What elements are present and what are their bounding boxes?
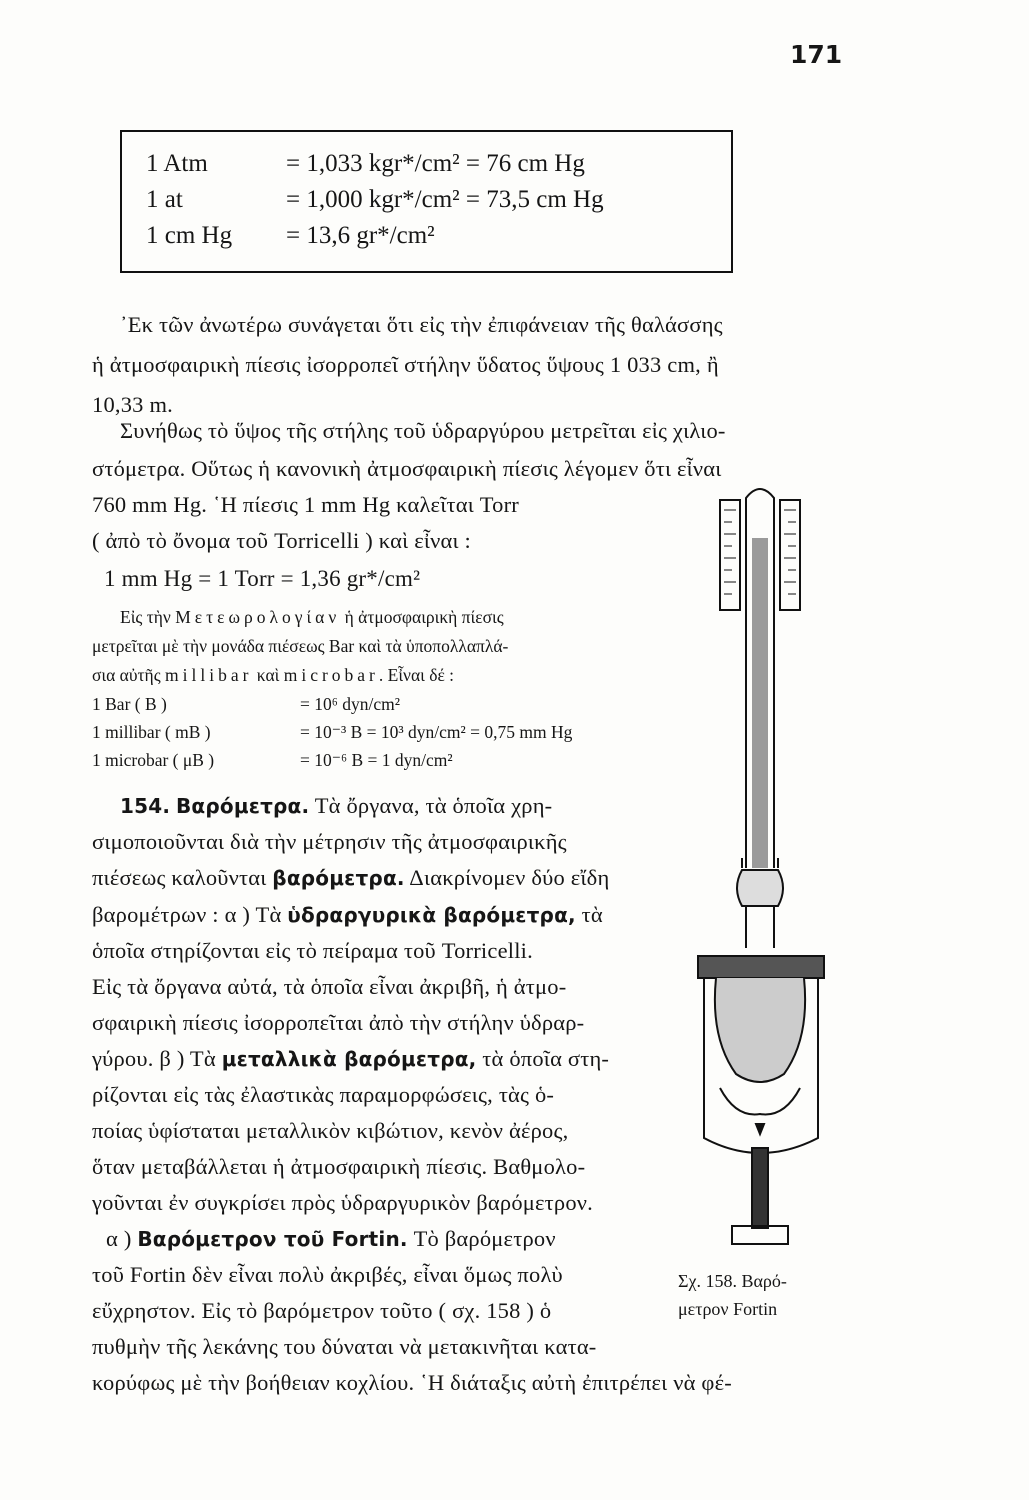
text-line: σιμοποιοῦνται διὰ τὴν μέτρησιν τῆς ἀτμοσφαιρικῆς (92, 829, 567, 854)
cistern-top (698, 956, 824, 978)
leather-bag (720, 1088, 800, 1114)
figure-caption: Σχ. 158. Βαρό- μετρον Fortin (678, 1271, 787, 1319)
text-line: ( ἀπὸ τὸ ὄνομα τοῦ Torricelli ) καὶ εἶναι : (92, 528, 471, 553)
emphasis-term: microbar (283, 665, 379, 685)
text-line: Συνήθως τὸ ὕψος τῆς στήλης τοῦ ὑδραργύρου μετρεῖται εἰς χιλιο- (120, 418, 726, 443)
text-line: στόμετρα. Οὕτως ἡ κανονικὴ ἀτμοσφαιρικὴ πίεσις λέγομεν ὅτι εἶναι (92, 456, 722, 481)
text-line: ρίζονται εἰς τὰς ἐλαστικὰς παραμορφώσεις, τὰς ὁ- (92, 1082, 555, 1107)
section-heading-line: 154. Βαρόμετρα. Τὰ ὄργανα, τὰ ὁποῖα χρη- (120, 793, 553, 818)
text-line: εὔχρηστον. Εἰς τὸ βαρόμετρον τοῦτο ( σχ. 158 ) ὁ (92, 1298, 552, 1323)
text-line: ὅταν μεταβάλλεται ἡ ἀτμοσφαιρικὴ πίεσις. Βαθμολο- (92, 1154, 586, 1179)
text-line: τοῦ Fortin δὲν εἶναι πολὺ ἀκριβές, εἶναι ὅμως πολὺ (92, 1262, 563, 1287)
text-line: πυθμὴν τῆς λεκάνης του δύναται νὰ μετακινῆται κατα- (92, 1334, 597, 1359)
cistern-glass (715, 978, 805, 1082)
text-line: ποίας ὑφίσταται μεταλλικὸν κιβώτιον, κενὸν ἀέρος, (92, 1118, 569, 1143)
emphasis-term: Μετεωρολογίαν (175, 607, 341, 627)
tube-collar (737, 870, 783, 906)
fortin-barometer-figure (676, 478, 856, 1263)
adjusting-screw (752, 1148, 768, 1228)
text-line: κορύφως μὲ τὴν βοήθειαν κοχλίου. ῾Η διάταξις αὐτὴ ἐπιτρέπει νὰ φέ- (92, 1370, 732, 1395)
box-label: 1 at (146, 186, 183, 213)
page-number: 171 (790, 40, 843, 69)
text-line: ᾿Εκ τῶν ἀνωτέρω συνάγεται ὅτι εἰς τὴν ἐπιφάνειαν τῆς θαλάσσης (120, 312, 723, 337)
small-line: σια αὐτῆς millibar καὶ microbar. Εἶναι δέ : (92, 665, 455, 685)
text-line: 10,33 m. (92, 392, 173, 417)
text-line: βαρομέτρων : α ) Τὰ ὑδραργυρικὰ βαρόμετρα, τὰ (92, 902, 603, 927)
box-label: 1 Atm (146, 150, 208, 177)
fortin-heading: Βαρόμετρον τοῦ Fortin. (137, 1227, 408, 1251)
small-line: Εἰς τὴν Μετεωρολογίαν ἡ ἀτμοσφαιρικὴ πίεσις (120, 607, 504, 627)
text-line: γοῦνται ἐν συγκρίσει πρὸς ὑδραργυρικὸν βαρόμετρον. (92, 1190, 594, 1215)
section-title: Βαρόμετρα. (175, 794, 310, 818)
text-line: Εἰς τὰ ὄργανα αὐτά, τὰ ὁποῖα εἶναι ἀκριβῆ, ἡ ἀτμο- (92, 974, 567, 999)
text-line: γύρου. β ) Τὰ μεταλλικὰ βαρόμετρα, τὰ ὁποῖα στη- (92, 1046, 610, 1071)
box-label: 1 cm Hg (146, 222, 233, 249)
section-number: 154. (120, 794, 171, 818)
equivalence-box (120, 130, 733, 273)
text-line: ἡ ἀτμοσφαιρικὴ πίεσις ἰσορροπεῖ στήλην ὕδατος ὕψους 1 033 cm, ἢ (92, 352, 719, 377)
small-line: μετρεῖται μὲ τὴν μονάδα πιέσεως Bar καὶ τὰ ὑποπολλαπλά- (92, 636, 509, 656)
fortin-heading-line: α ) Βαρόμετρον τοῦ Fortin. Τὸ βαρόμετρον (106, 1226, 556, 1251)
emphasis-term: millibar (165, 665, 253, 685)
torr-equation: 1 mm Hg = 1 Torr = 1,36 gr*/cm² (104, 566, 421, 591)
text-line: πιέσεως καλοῦνται βαρόμετρα. Διακρίνομεν δύο εἴδη (92, 865, 610, 890)
text-line: ὁποῖα στηρίζονται εἰς τὸ πείραμα τοῦ Torricelli. (92, 938, 533, 963)
mercury-column (752, 538, 768, 868)
box-value: = 1,033 kgr*/cm² = 76 cm Hg (286, 150, 585, 177)
text-line: σφαιρικὴ πίεσις ἰσορροπεῖται ἀπὸ τὴν στήλην ὑδραρ- (92, 1010, 585, 1035)
box-value: = 1,000 kgr*/cm² = 73,5 cm Hg (286, 186, 604, 213)
ivory-pointer (756, 1124, 764, 1134)
box-value: = 13,6 gr*/cm² (286, 222, 435, 249)
text-line: 760 mm Hg. ῾Η πίεσις 1 mm Hg καλεῖται Torr (92, 492, 519, 517)
